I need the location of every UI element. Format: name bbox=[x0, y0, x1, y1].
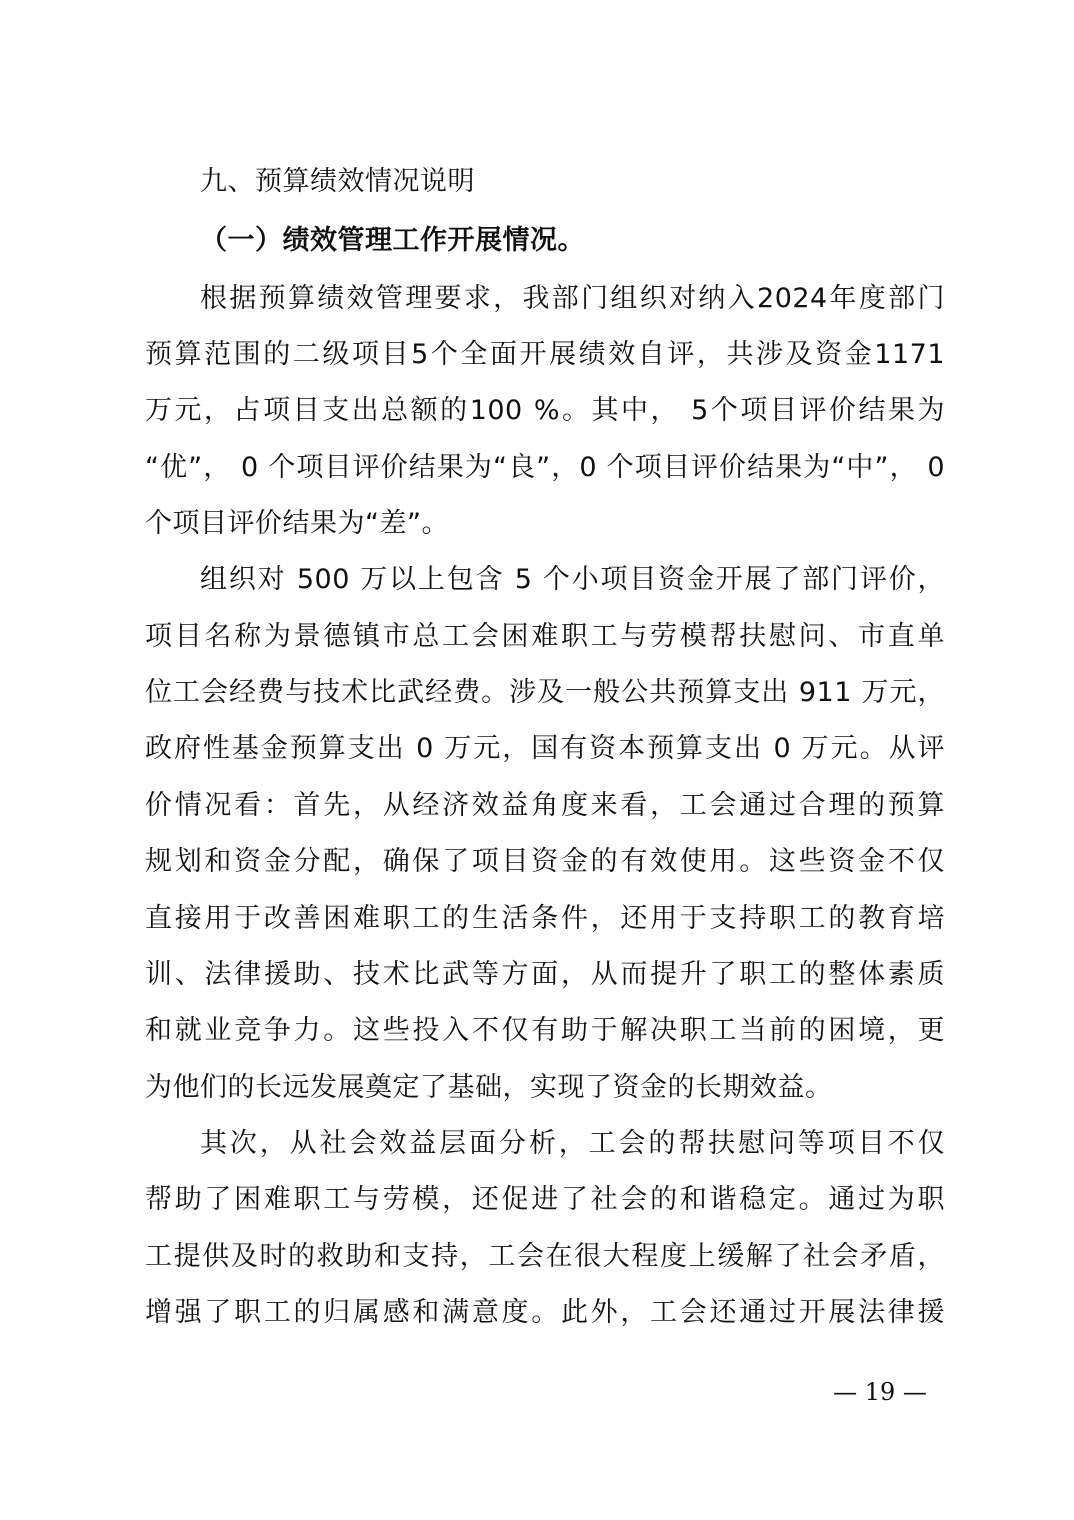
paragraph-line: 直接用于改善困难职工的生活条件，还用于支持职工的教育培 bbox=[145, 903, 945, 934]
paragraph-line: 增强了职工的归属感和满意度。此外，工会还通过开展法律援 bbox=[145, 1297, 945, 1328]
section-heading: 九、预算绩效情况说明 bbox=[200, 166, 475, 197]
page-number: — 19 — bbox=[833, 1378, 927, 1406]
paragraph-line: 和就业竞争力。这些投入不仅有助于解决职工当前的困境，更 bbox=[145, 1015, 945, 1046]
paragraph-line: 规划和资金分配，确保了项目资金的有效使用。这些资金不仅 bbox=[145, 846, 945, 877]
paragraph-line: 万元，占项目支出总额的100 %。其中， 5个项目评价结果为 bbox=[145, 395, 945, 426]
subsection-heading: （一）绩效管理工作开展情况。 bbox=[200, 225, 585, 256]
paragraph-line: 政府性基金预算支出 0 万元，国有资本预算支出 0 万元。从评 bbox=[145, 733, 945, 764]
paragraph-line: 价情况看：首先，从经济效益角度来看，工会通过合理的预算 bbox=[145, 790, 945, 821]
paragraph-line: 预算范围的二级项目5个全面开展绩效自评，共涉及资金1171 bbox=[145, 339, 945, 370]
paragraph-line: 根据预算绩效管理要求，我部门组织对纳入2024年度部门 bbox=[200, 283, 945, 314]
paragraph-line: 为他们的长远发展奠定了基础，实现了资金的长期效益。 bbox=[145, 1072, 833, 1103]
paragraph-line: 训、法律援助、技术比武等方面，从而提升了职工的整体素质 bbox=[145, 959, 945, 990]
paragraph-line: 项目名称为景德镇市总工会困难职工与劳模帮扶慰问、市直单 bbox=[145, 621, 945, 652]
paragraph-line: 帮助了困难职工与劳模，还促进了社会的和谐稳定。通过为职 bbox=[145, 1184, 945, 1215]
paragraph-line: 工提供及时的救助和支持，工会在很大程度上缓解了社会矛盾， bbox=[145, 1241, 945, 1272]
paragraph-line: “优”， 0 个项目评价结果为“良”，0 个项目评价结果为“中”， 0 bbox=[145, 452, 945, 483]
paragraph-line: 个项目评价结果为“差”。 bbox=[145, 508, 449, 539]
paragraph-line: 其次，从社会效益层面分析，工会的帮扶慰问等项目不仅 bbox=[200, 1128, 945, 1159]
paragraph-line: 组织对 500 万以上包含 5 个小项目资金开展了部门评价， bbox=[200, 564, 945, 595]
paragraph-line: 位工会经费与技术比武经费。涉及一般公共预算支出 911 万元， bbox=[145, 677, 945, 708]
